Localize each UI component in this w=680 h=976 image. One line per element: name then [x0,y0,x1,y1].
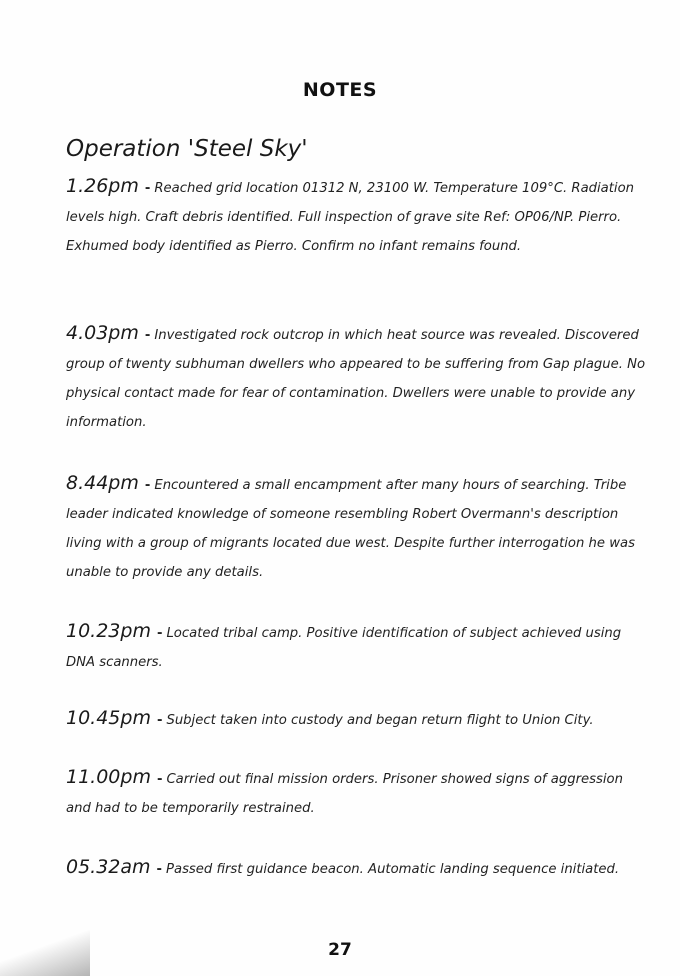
page-number: 27 [328,940,352,960]
log-entry [66,704,646,735]
log-entry [66,469,646,587]
entry-separator: - [156,772,163,787]
operation-title: Operation 'Steel Sky' [66,136,308,162]
log-entry [66,763,646,823]
page-heading: NOTES [302,79,378,101]
entry-text: Investigated rock outcrop in which heat source was revealed. Discovered group of twenty subhuman dwellers who appeared to be suffering from Gap plague. No physical contact made for fear of contamination. Dwellers were unable to provide any information. [66,328,646,430]
log-entry [66,853,646,884]
entry-text: Subject taken into custody and began return flight to Union City. [166,713,594,728]
entry-text: Carried out final mission orders. Prisoner showed signs of aggression and had to be temporarily restrained. [66,772,623,816]
entry-text: Passed first guidance beacon. Automatic landing sequence initiated. [166,862,620,877]
entry-time: 8.44pm [66,472,139,494]
entry-time: 4.03pm [66,322,139,344]
entry-separator: - [156,626,163,641]
entry-text: Reached grid location 01312 N, 23100 W. Temperature 109°C. Radiation levels high. Craft debris identified. Full inspection of grave site Ref: OP06/NP. Pierro. Exhumed body identified as Pierro. Confirm no infant remains found. [66,181,635,254]
entry-time: 10.23pm [66,620,151,642]
entry-separator: - [156,713,163,728]
entry-separator: - [144,328,151,343]
log-entry [66,172,646,261]
entry-time: 05.32am [66,856,151,878]
entry-separator: - [144,181,151,196]
log-entry [66,617,646,677]
entry-text: Encountered a small encampment after many hours of searching. Tribe leader indicated knowledge of someone resembling Robert Overmann's description living with a group of migrants located due west. Despite further interrogation he was unable to provide any details. [66,478,635,580]
log-entry [66,319,646,437]
entry-separator: - [144,478,151,493]
entry-text: Located tribal camp. Positive identification of subject achieved using DNA scanners. [66,626,622,670]
entry-time: 1.26pm [66,175,139,197]
entry-time: 11.00pm [66,766,151,788]
page-edge-shadow [0,930,90,976]
entry-time: 10.45pm [66,707,151,729]
entry-separator: - [156,862,163,877]
